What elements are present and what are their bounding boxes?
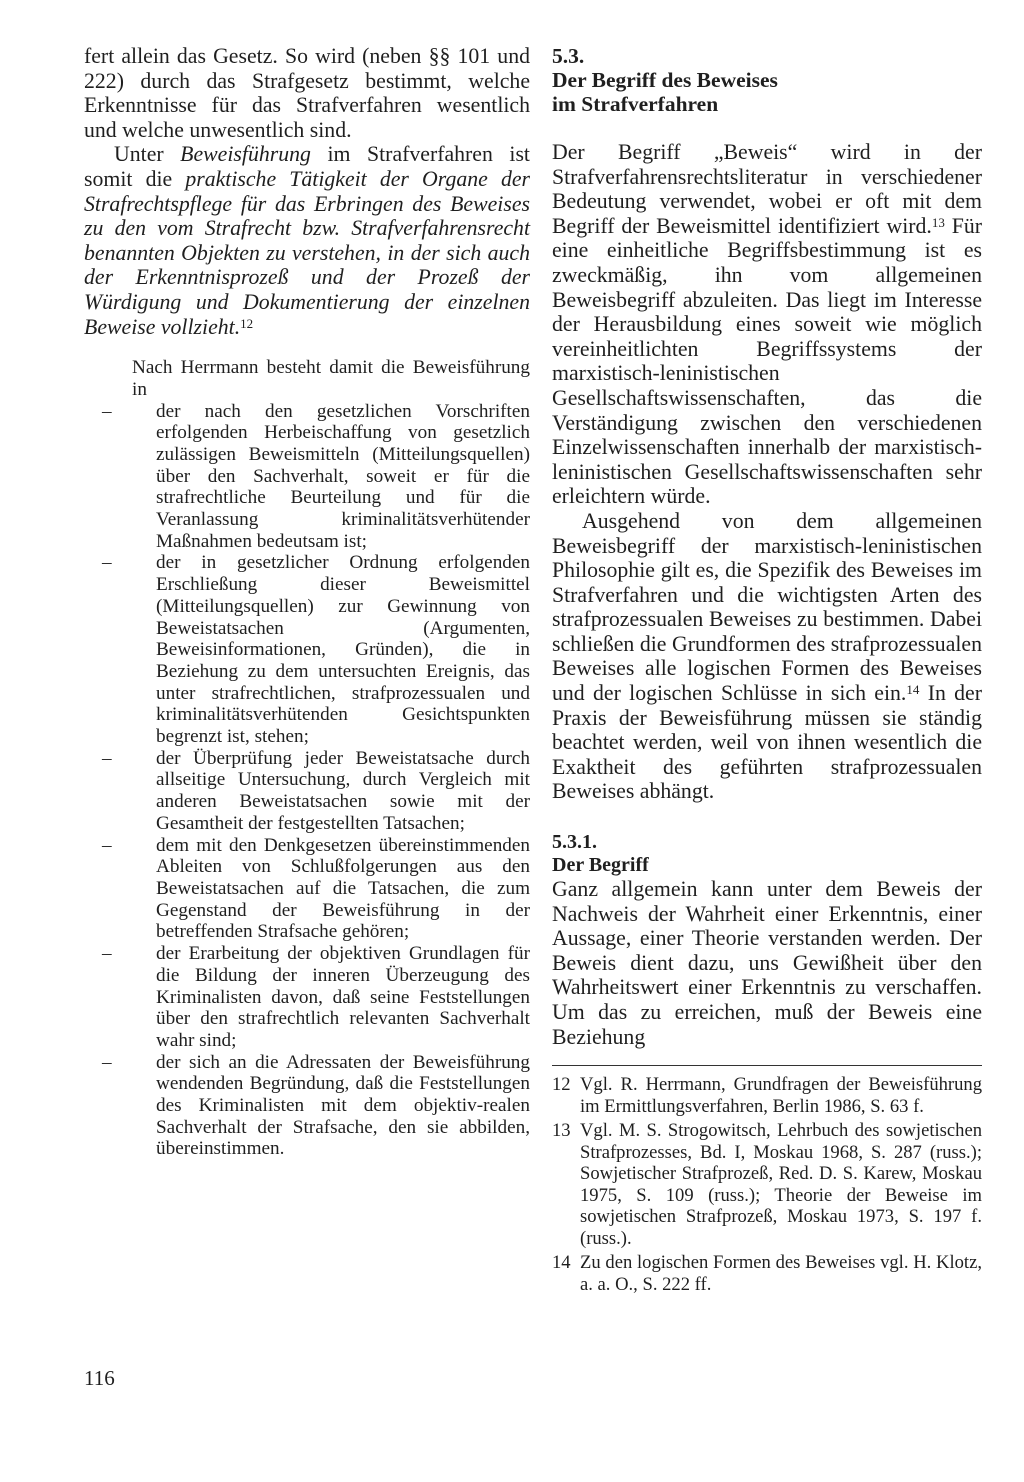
list-item-text: der nach den gesetzlichen Vorschriften erfolgenden Herbeischaffung von gesetzlich zulässigen Beweismitteln (Mitteilungsquellen) über den Sachverhalt, soweit er für die strafrechtliche Beurteilung und für die Veranlassung kriminalitätsverhütender Maßnahmen bedeutsam ist;: [156, 400, 530, 552]
beweisfuehrung-list: [102, 400, 530, 1161]
footnote-text: Vgl. R. Herrmann, Grundfragen der Beweisführung im Ermittlungsverfahren, Berlin 1986, S. 63 f.: [580, 1074, 982, 1117]
paragraph-text: In der Praxis der Beweisführung müssen sie ständig beachtet werden, weil von ihnen wesentlich die Exaktheit des geführten strafprozessualen Beweises abhängt.: [552, 681, 982, 804]
dash-marker: –: [102, 1051, 112, 1073]
list-item-text: der sich an die Adressaten der Beweisführung wendenden Begründung, daß die Feststellungen des Kriminalisten mit dem objektiv-realen Sachverhalt der Strafsache, den sie abbilden, übereinstimmen.: [156, 1051, 530, 1160]
definition-middle: im Strafverfahren ist somit die: [84, 142, 530, 191]
left-column: [84, 44, 530, 1160]
dash-marker: –: [102, 747, 112, 769]
right-column: [552, 44, 982, 1298]
paragraph-text: Der Begriff „Beweis“ wird in der Strafverfahrensrechtsliteratur in verschiedener Bedeutung verwendet, wobei er oft mit dem Begriff der Beweismittel identifiziert wird.: [552, 140, 982, 238]
list-item-text: dem mit den Denkgesetzen übereinstimmenden Ableiten von Schlußfolgerungen aus den Beweistatsachen auf die Tatsachen, die zum Gegenstand der Beweisführung in der betreffenden Strafsache gehören;: [156, 834, 530, 943]
dash-marker: –: [102, 834, 112, 856]
footnote: [552, 1074, 982, 1117]
paragraph-text: Für eine einheitliche Begriffsbestimmung ist es zweckmäßig, ihn vom allgemeinen Beweisbegriff abzuleiten. Das liegt im Interesse der Herausbildung eines soweit wie möglich vereinheitlichten Begriffssystems der marxistisch-leninistischen Gesellschaftswissenschaften, das die Verständigung zwischen den verschiedenen Einzelwissenschaften innerhalb der marxistisch-leninistischen Gesellschaftswissenschaften sehr erleichtern würde.: [552, 213, 983, 509]
footnote: [552, 1252, 982, 1295]
intro-paragraph: fert allein das Gesetz. So wird (neben §§ 101 und 222) durch das Strafgesetz bestimmt, welche Erkenntnisse für das Strafverfahren wesentlich und welche unwesentlich sind.: [84, 44, 530, 142]
herrmann-list-section: [102, 357, 530, 1160]
paragraph-text: Ausgehend von dem allgemeinen Beweisbegriff der marxistisch-leninistischen Philosophie gilt es, die Spezifik des Beweises im Strafverfahren und die wichtigsten Arten des strafprozessualen Beweises zu bestimmen. Dabei schließen die Grundformen des strafprozessualen Beweises alle logischen Formen des Beweises und der logischen Schlüsse in sich ein.: [552, 508, 982, 706]
section-title-line1: Der Begriff des Beweises: [552, 68, 778, 92]
footnote-number: 14: [552, 1252, 571, 1274]
footnote-text: Vgl. M. S. Strogowitsch, Lehrbuch des sowjetischen Strafprozesses, Bd. I, Moskau 1968, S. 287 (russ.); Sowjetischer Strafprozeß, Red. D. S. Karew, Moskau 1975, S. 109 (russ.); Theorie der Beweise im sowjetischen Strafprozeß, Moskau 1973, S. 197 f. (russ.).: [580, 1120, 982, 1249]
definition-lead: Unter: [114, 142, 181, 167]
paragraph-begriff: [552, 140, 982, 509]
list-item: [102, 943, 530, 1052]
definition-italic-text: praktische Tätigkeit der Organe der Strafrechtspflege für das Erbringen des Beweises zu den vom Strafrecht bzw. Strafverfahrensrecht benannten Objekten zu verstehen, in der sich auch der Erkenntnisprozeß und der Prozeß der Würdigung und Dokumentierung der einzelnen Beweise vollzieht.: [84, 166, 530, 339]
dash-marker: –: [102, 552, 112, 574]
list-item: [102, 552, 530, 748]
section-number: 5.3.: [552, 44, 585, 68]
list-intro: Nach Herrmann besteht damit die Beweisführung in: [132, 357, 530, 400]
dash-marker: –: [102, 400, 112, 422]
list-item-text: der in gesetzlicher Ordnung erfolgenden Erschließung dieser Beweismittel (Mitteilungsquellen) zur Gewinnung von Beweistatsachen (Argumenten, Beweisinformationen, Gründen), die in Beziehung zu dem untersuchten Ereignis, das unter strafrechtlichen, strafprozessualen und kriminalitätsverhütenden Gesichtspunkten begrenzt ist, stehen;: [156, 552, 530, 748]
list-item: [102, 834, 530, 944]
footnote-ref-12: 12: [240, 315, 254, 331]
subsection-heading: [552, 831, 982, 877]
footnote-text: Zu den logischen Formen des Beweises vgl. H. Klotz, a. a. O., S. 222 ff.: [580, 1252, 982, 1295]
list-item-text: der Erarbeitung der objektiven Grundlagen für die Bildung der inneren Überzeugung des Kriminalisten davon, daß seine Feststellungen über den strafrechtlich relevanten Sachverhalt wahr sind;: [156, 943, 530, 1051]
list-item: [102, 400, 530, 553]
section-title-line2: im Strafverfahren: [552, 92, 719, 116]
footnote-number: 12: [552, 1074, 571, 1096]
dash-marker: –: [102, 943, 112, 965]
footnote-ref-14: 14: [906, 682, 920, 698]
list-item-text: der Überprüfung jeder Beweistatsache durch allseitige Untersuchung, durch Vergleich mit anderen Beweistatsachen sowie mit der Gesamtheit der festgestellten Tatsachen;: [156, 747, 530, 834]
paragraph-ausgehend: [552, 509, 982, 804]
list-item: [102, 747, 530, 835]
footnote-ref-13: 13: [931, 214, 945, 230]
definition-paragraph: [84, 142, 530, 339]
page-number: 116: [84, 1366, 115, 1390]
section-title: [552, 68, 982, 116]
paragraph-allgemein: Ganz allgemein kann unter dem Beweis der Nachweis der Wahrheit einer Erkenntnis, einer Aussage, einer Theorie verstanden werden. Der Beweis dient dazu, uns Gewißheit über den Wahrheitswert einer Erkenntnis zu verschaffen. Um das zu erreichen, muß der Beweis eine Beziehung: [552, 877, 982, 1049]
footnote: [552, 1120, 982, 1249]
list-item: [102, 1051, 530, 1161]
footnote-number: 13: [552, 1120, 571, 1142]
subsection-number: 5.3.1.: [552, 831, 597, 854]
footnotes: [552, 1065, 982, 1295]
subsection-title: Der Begriff: [552, 854, 649, 877]
definition-term: Beweisführung: [180, 142, 311, 167]
